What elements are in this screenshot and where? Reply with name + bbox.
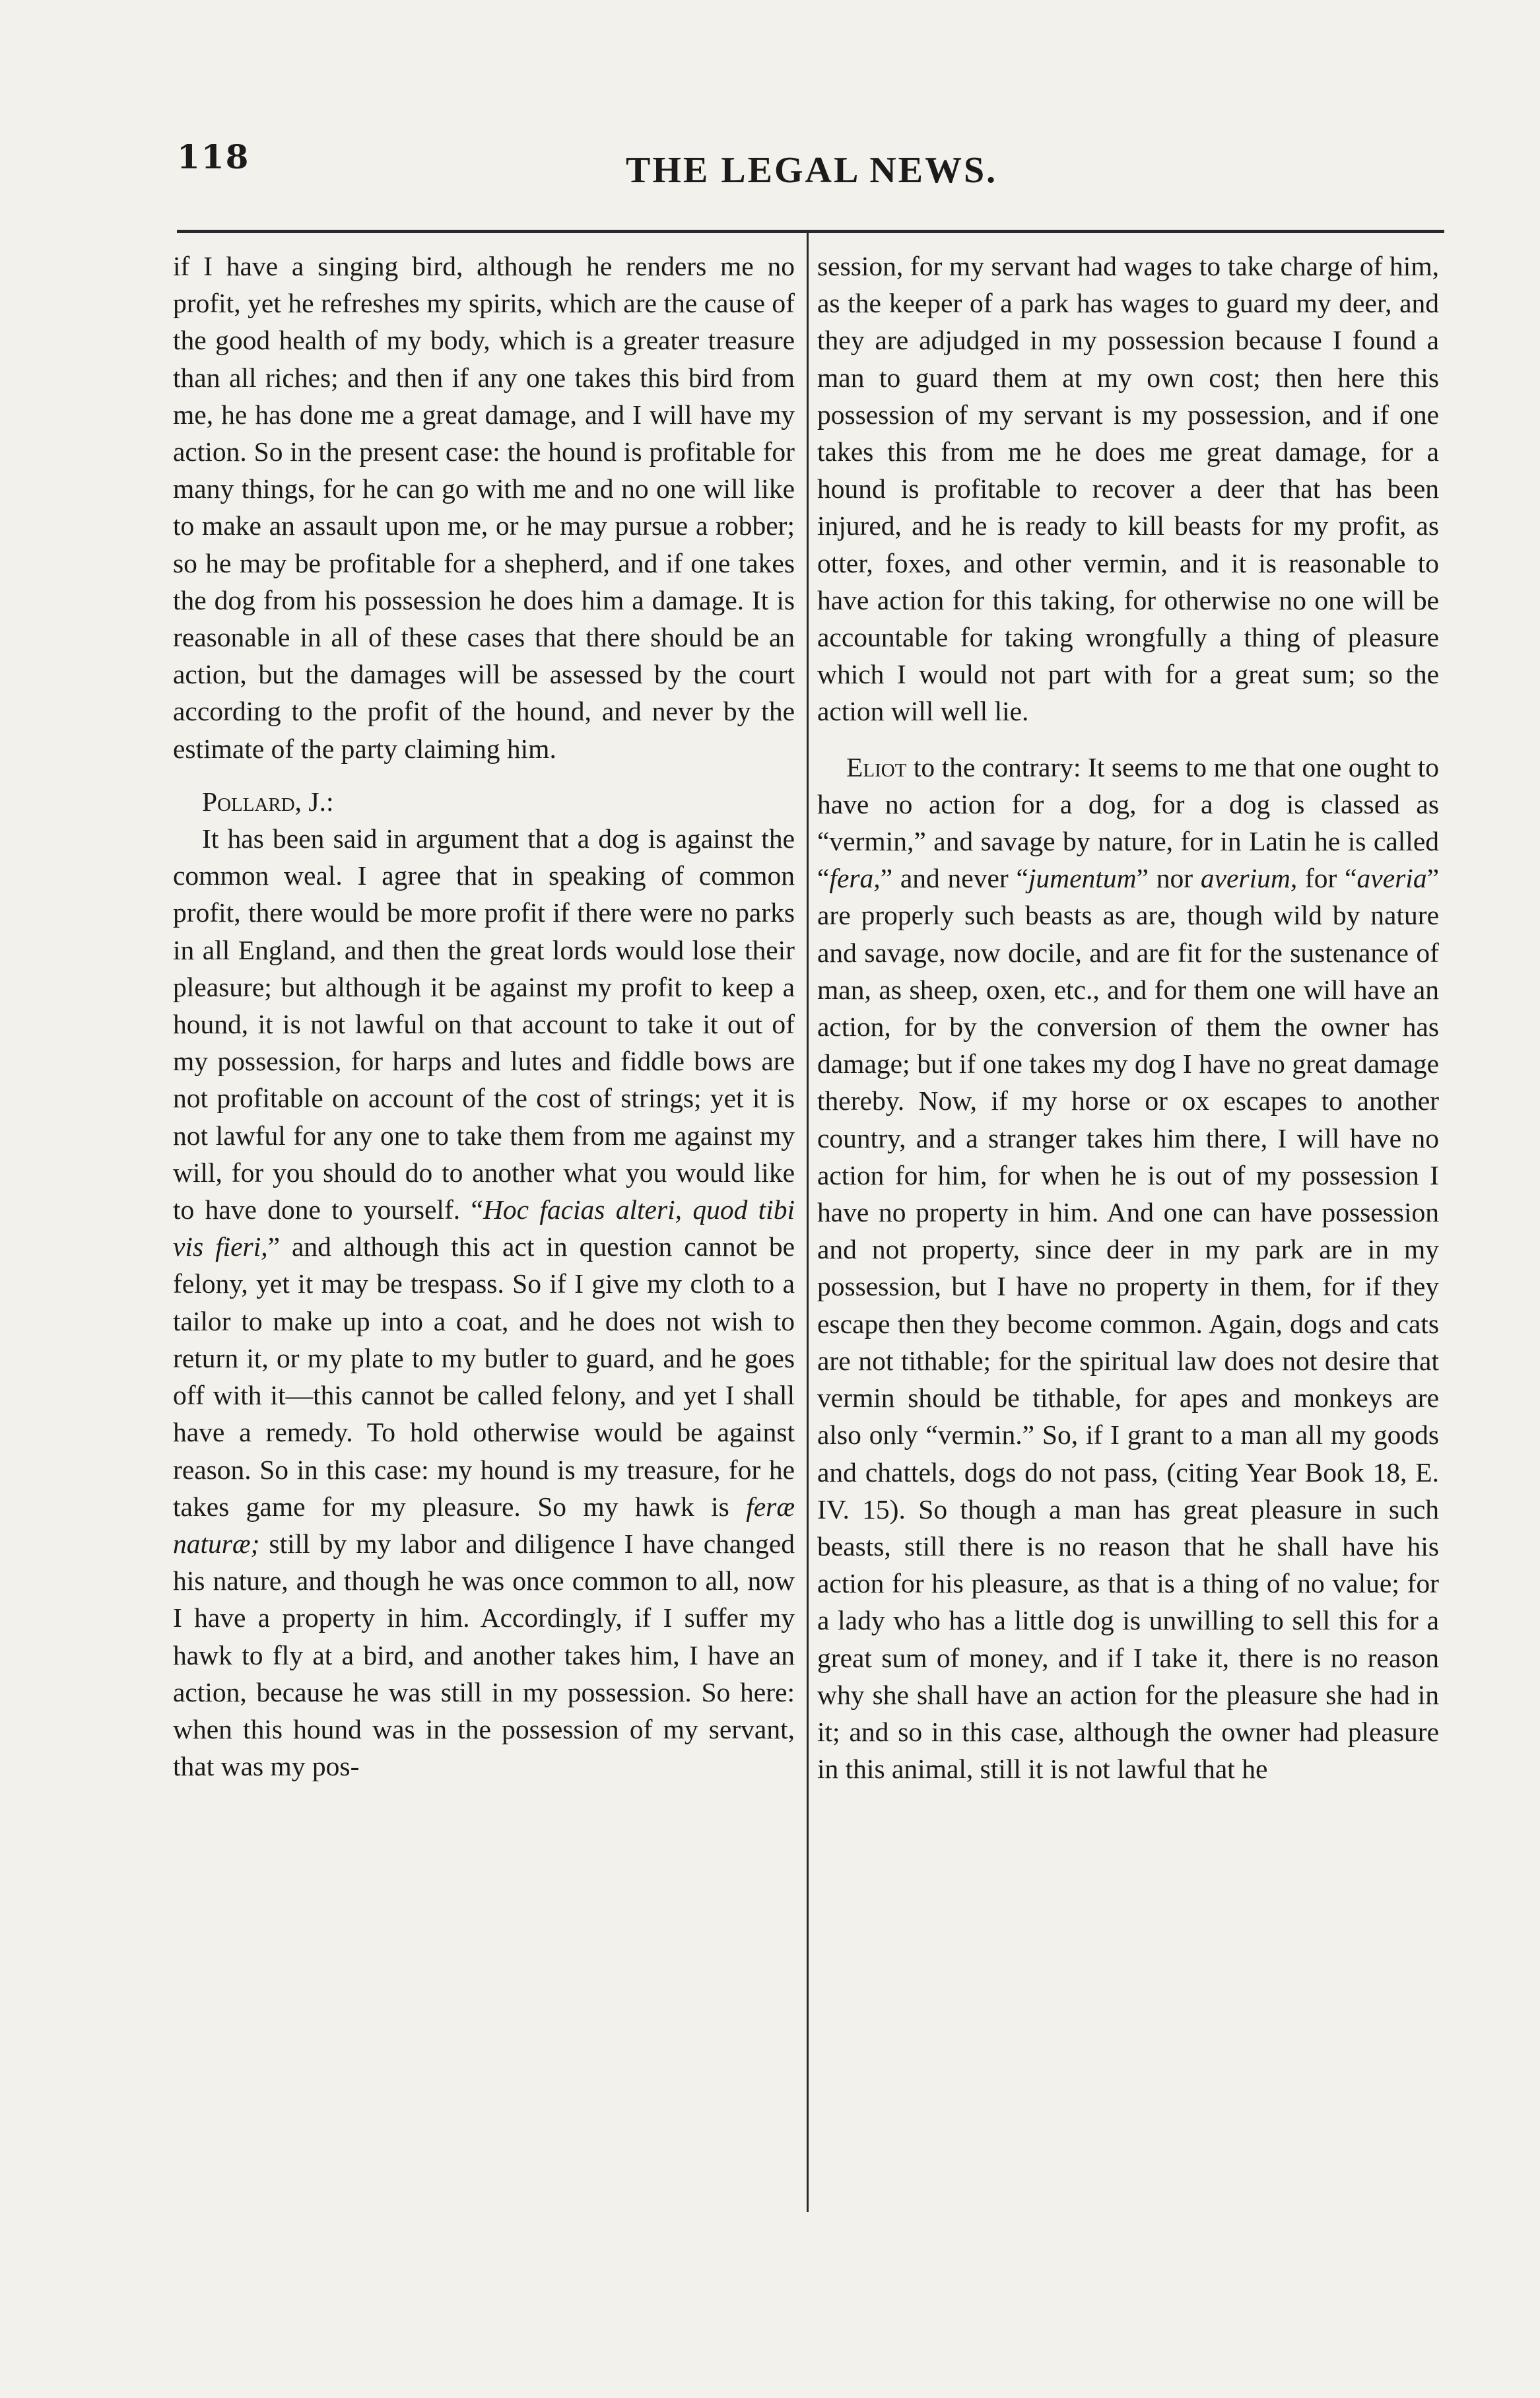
latin-jumentum: jumentum — [1028, 863, 1137, 894]
right-paragraph-2-part-d: for “ — [1297, 863, 1357, 894]
left-paragraph-2-part-c: still by my labor and diligence I have changed his nature, and though he was once common to all, now I have a property in him. Accordingly, if I suffer my hawk to fly at a bird, and another takes him, I have an action, because he was still in my possession. So here: when this hound was in the possession of my servant, that was my pos- — [173, 1528, 795, 1782]
speaker-eliot: Eliot — [846, 751, 907, 782]
left-paragraph-2 — [173, 820, 795, 1785]
right-paragraph-2 — [817, 749, 1439, 1788]
right-paragraph-1: session, for my servant had wages to take charge of him, as the keeper of a park has wages to guard my deer, and they are adjudged in my possession because I found a man to guard them at my own cost; then here this possession of my servant is my possession, and if one takes this from me he does me great damage, for a hound is profitable to recover a deer that has been injured, and he is ready to kill beasts for my profit, as otter, foxes, and other vermin, and it is reasonable to have action for this taking, for otherwise no one will be accountable for taking wrongfully a thing of pleasure which I would not part with for a great sum; so the action will well lie. — [817, 251, 1439, 727]
right-paragraph-2-part-c: ” nor — [1136, 863, 1201, 894]
right-column — [817, 248, 1439, 1787]
ferae-naturae: feræ naturæ; — [173, 1491, 795, 1559]
latin-fera: fera, — [829, 863, 881, 894]
page-header — [177, 131, 1444, 203]
left-column — [173, 248, 795, 1785]
left-paragraph-2-part-b: ” and although this act in question cannot be felony, yet it may be trespass. So if I give my cloth to a tailor to make up into a coat, and he does not wish to return it, or my plate to my butler to guard, and he goes off with it—this cannot be called felony, and yet I shall have a remedy. To hold otherwise would be against reason. So in this case: my hound is my treasure, for he takes game for my pleasure. So my hawk is — [173, 1231, 795, 1522]
right-paragraph-2-part-a: to the contrary: It seems to me that one ought to have no action for a dog, for a dog is classed as “vermin,” and savage by nature, for in Latin he is called “ — [817, 751, 1439, 894]
speaker-pollard — [173, 783, 795, 820]
header-rule — [177, 230, 1444, 233]
left-paragraph-2-part-a: It has been said in argument that a dog is against the common weal. I agree that in speaking of common profit, there would be more profit if there were no parks in all England, and then the great lords would lose their pleasure; but although it be against my profit to keep a hound, it is not lawful on that account to take it out of my possession, for harps and lutes and fiddle bows are not profitable on account of the cost of strings; yet it is not lawful for any one to take them from me against my will, for you should do to another what you would like to have done to yourself. “ — [173, 823, 795, 1225]
latin-averium: averium, — [1200, 863, 1298, 894]
latin-maxim: Hoc facias alteri, quod tibi vis fieri, — [173, 1194, 795, 1262]
speaker-name: Pollard, J.: — [202, 786, 334, 817]
right-paragraph-2-part-b: ” and never “ — [880, 863, 1028, 894]
page-number: 118 — [177, 137, 250, 176]
left-paragraph-1: if I have a singing bird, although he renders me no profit, yet he refreshes my spirits, which are the cause of the good health of my body, which is a greater treasure than all riches; and then if any one takes this bird from me, he has done me a great damage, and I will have my action. So in the present case: the hound is profitable for many things, for he can go with me and no one will like to make an assault upon me, or he may pursue a robber; so he may be profitable for a shepherd, and if one takes the dog from his possession he does him a damage. It is reasonable in all of these cases that there should be an action, but the damages will be assessed by the court according to the profit of the hound, and never by the estimate of the party claiming him. — [173, 251, 795, 764]
latin-averia: averia — [1356, 863, 1427, 894]
running-title: THE LEGAL NEWS. — [626, 150, 998, 191]
right-paragraph-2-part-e: ” are properly such beasts as are, though wild by nature and savage, now docile, and are fit for the sustenance of man, as sheep, oxen, etc., and for them one will have an action, for by the conversion of them the owner has damage; but if one takes my dog I have no great damage thereby. Now, if my horse or ox escapes to another country, and a stranger takes him there, I will have no action for him, for when he is out of my possession I have no property in him. And one can have possession and not property, since deer in my park are in my possession, but I have no property in them, for if they escape then they become common. Again, dogs and cats are not tithable; for the spiritual law does not desire that vermin should be tithable, for apes and monkeys are also only “vermin.” So, if I grant to a man all my goods and chattels, dogs do not pass, (citing Year Book 18, E. IV. 15). So though a man has great pleasure in such beasts, still there is no reason that he shall have his action for his pleasure, as that is a thing of no value; for a lady who has a little dog is unwilling to sell this for a great sum of money, and if I take it, there is no reason why she shall have an action for the pleasure she had in it; and so in this case, although the owner had pleasure in this animal, still it is not lawful that he — [817, 863, 1439, 1785]
column-divider — [807, 231, 809, 2212]
